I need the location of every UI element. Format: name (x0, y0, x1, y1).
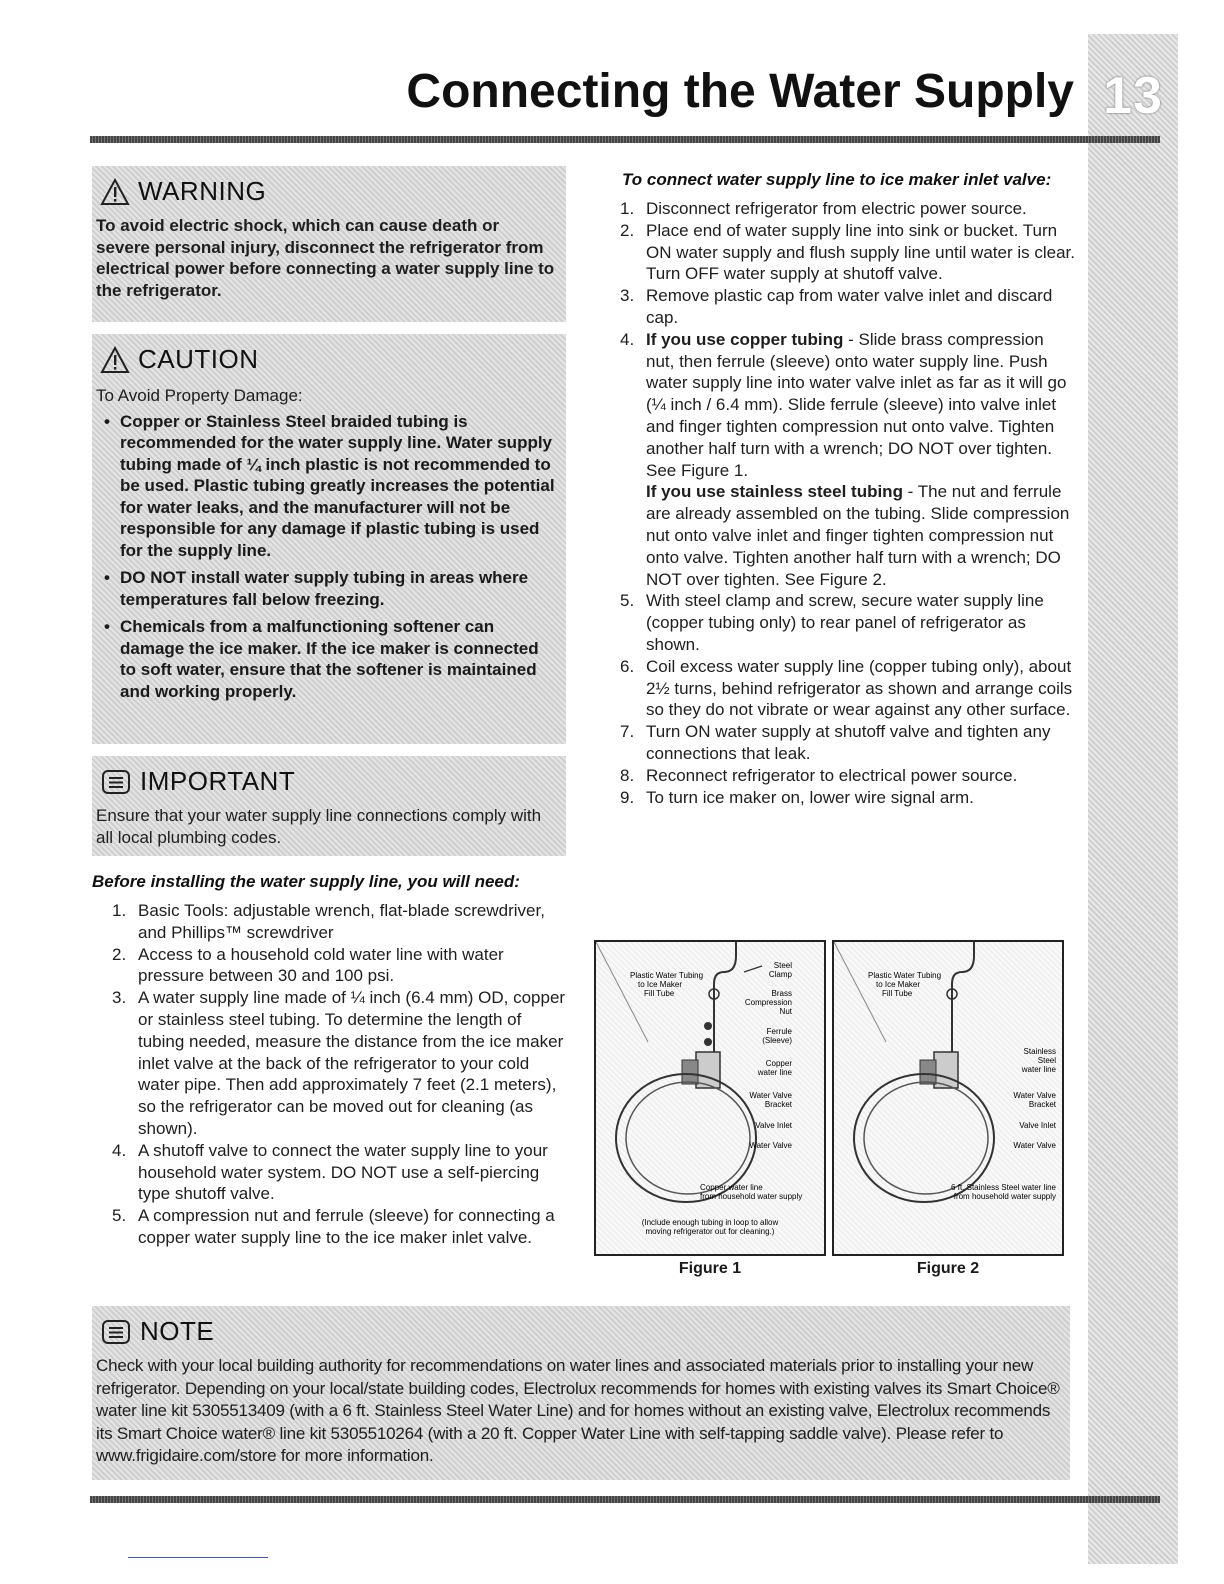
page-tab-bar (1088, 34, 1178, 1564)
warning-text: To avoid electric shock, which can cause death or severe personal injury, disconnect the refrigerator from electrical power before connecting a water supply line to the refrigerator. (96, 216, 555, 300)
fig1-label-nut: Nut (779, 1007, 792, 1016)
fig2-label-bracket: Bracket (1028, 1100, 1056, 1109)
fig2-label-waterline: water line (1021, 1065, 1056, 1074)
header-rule (90, 136, 1160, 143)
note-pad-icon (100, 1318, 132, 1346)
fig1-label-note1: (Include enough tubing in loop to allow (641, 1218, 779, 1227)
important-header (100, 766, 556, 797)
fig1-label-clamp: Clamp (768, 970, 792, 979)
fig2-label-valve: Water Valve (1013, 1141, 1056, 1150)
caution-header (100, 344, 556, 375)
figure-1 (594, 940, 826, 1256)
fig1-label-bracket: Bracket (764, 1100, 792, 1109)
fig1-label-inlet: Valve Inlet (755, 1121, 792, 1130)
caution-triangle-icon (100, 346, 130, 374)
fig2-label-ss1: 6 ft. Stainless Steel water line (951, 1183, 1056, 1192)
fig1-label-plastic1: Plastic Water Tubing (630, 971, 704, 980)
fig1-label-copper: Copper (765, 1059, 792, 1068)
note-label: NOTE (140, 1316, 215, 1346)
fig2-label-steel: Steel (1037, 1056, 1056, 1065)
connect-heading: To connect water supply line to ice maker inlet valve: (622, 170, 1052, 189)
list-item: 5. With steel clamp and screw, secure water supply line (copper tubing only) to rear panel of refrigerator as shown. (620, 591, 1044, 654)
list-item: 2. Access to a household cold water line with water pressure between 30 and 100 psi. (112, 944, 504, 986)
note-pad-icon (100, 768, 132, 796)
fig1-label-cwl2: from household water supply (700, 1192, 803, 1201)
fig2-label-inlet: Valve Inlet (1019, 1121, 1056, 1130)
list-item: 8. Reconnect refrigerator to electrical power source. (620, 765, 1018, 785)
warning-triangle-icon (100, 178, 130, 206)
important-box (92, 756, 566, 856)
fig1-label-steel: Steel (773, 961, 792, 970)
caution-label: CAUTION (138, 344, 259, 374)
fig1-label-note2: moving refrigerator out for cleaning.) (645, 1227, 775, 1236)
fig1-label-cwl1: Copper water line (700, 1183, 763, 1192)
fig1-label-brass: Brass (771, 989, 792, 998)
fig1-label-compression: Compression (744, 998, 792, 1007)
list-item: 2. Place end of water supply line into sink or bucket. Turn ON water supply and flush supply line until water is clear. Turn OFF water supply at shutoff valve. (620, 220, 1075, 284)
before-heading: Before installing the water supply line, you will need: (92, 872, 520, 891)
note-header (100, 1316, 1062, 1347)
fig2-label-plastic1: Plastic Water Tubing (868, 971, 942, 980)
fig1-label-waterline: water line (757, 1068, 792, 1077)
caution-bullet: • DO NOT install water supply tubing in areas where temperatures fall below freezing. (96, 567, 556, 610)
caution-intro: To Avoid Property Damage: (96, 386, 303, 405)
fig1-label-plastic2: to Ice Maker (638, 980, 683, 989)
note-box (92, 1306, 1070, 1480)
note-text: Check with your local building authority for recommendations on water lines and associated materials prior to installing your new refrigerator. Depending on your local/state building codes, Electrolux recommends for homes with existing valves its Smart Choice® water line kit 5305513409 (with a 6 ft. Stainless Steel Water Line) and for homes without an existing valve, Electrolux recommends its Smart Choice water® line kit 5305510264 (with a 20 ft. Copper Water Line with self-tapping saddle valve). Please refer to www.frigidaire.com/store for more information. (96, 1356, 1060, 1465)
warning-box (92, 166, 566, 322)
list-item: 1. Basic Tools: adjustable wrench, flat-blade screwdriver, and Phillips™ screwdriver (112, 901, 545, 942)
figure-1-illustration (596, 942, 824, 1254)
figure-1-caption: Figure 1 (678, 1260, 742, 1277)
page-number: 13 (1103, 67, 1163, 125)
figure-2-illustration (834, 942, 1062, 1254)
fig2-label-plastic3: Fill Tube (882, 989, 913, 998)
important-label: IMPORTANT (140, 766, 296, 796)
caution-bullet: • Copper or Stainless Steel braided tubing is recommended for the water supply line. Water supply tubing made of ¼ inch plastic is not recommended to be used. Plastic tubing greatly increases the potential for water leaks, and the manufacturer will not be responsible for any damage if plastic tubing is used for the supply line. (96, 411, 556, 562)
fig2-label-wv: Water Valve (1013, 1091, 1056, 1100)
caution-bullet: • Chemicals from a malfunctioning softener can damage the ice maker. If the ice maker is connected to soft water, ensure that the softener is maintained and working properly. (96, 616, 556, 702)
footer-mark (128, 1557, 268, 1558)
fig2-label-plastic2: to Ice Maker (876, 980, 921, 989)
fig1-label-ferrule: Ferrule (766, 1027, 792, 1036)
warning-header (100, 176, 556, 207)
list-item: 4. A shutoff valve to connect the water supply line to your household water system. DO NOT use a self-piercing type shutoff valve. (112, 1140, 548, 1204)
figure-2-caption: Figure 2 (916, 1260, 980, 1277)
warning-label: WARNING (138, 176, 267, 206)
fig1-label-sleeve: (Sleeve) (762, 1036, 792, 1045)
important-text: Ensure that your water supply line connections comply with all local plumbing codes. (96, 806, 542, 847)
caution-box (92, 334, 566, 744)
connect-list (616, 198, 1076, 808)
fig2-label-stainless: Stainless (1023, 1047, 1056, 1056)
footer-rule (90, 1496, 1160, 1503)
list-item: 4. If you use copper tubing - Slide brass compression nut, then ferrule (sleeve) onto water supply line. Push water supply line into water valve inlet as far as it will go (¼ inch / 6.4 mm). Slide ferrule (sleeve) into valve inlet and finger tighten compression nut onto valve. Tighten another half turn with a wrench; DO NOT over tighten. See Figure 1. If you use stainless steel tubing - The nut and ferrule are already assembled on the tubing. Slide compression nut onto valve inlet and finger tighten compression nut onto valve. Tighten another half turn with a wrench; DO NOT over tighten. See Figure 2. (620, 329, 1070, 589)
list-item: 5. A compression nut and ferrule (sleeve) for connecting a copper water supply line to the ice maker inlet valve. (112, 1206, 555, 1247)
list-item: 7. Turn ON water supply at shutoff valve and tighten any connections that leak. (620, 722, 1051, 763)
page-title: Connecting the Water Supply (406, 65, 1074, 118)
list-item: 6. Coil excess water supply line (copper tubing only), about 2½ turns, behind refrigerator as shown and arrange coils so they do not vibrate or wear against any other surface. (620, 656, 1073, 720)
list-item: 9. To turn ice maker on, lower wire signal arm. (620, 787, 974, 807)
fig1-label-valve: Water Valve (749, 1141, 792, 1150)
list-item: 3. A water supply line made of ¼ inch (6.4 mm) OD, copper or stainless steel tubing. To determine the length of tubing needed, measure the distance from the ice maker inlet valve at the back of the refrigerator to your cold water pipe. Then add approximately 7 feet (2.1 meters), so the refrigerator can be moved out for cleaning (as shown). (112, 988, 566, 1138)
figure-2 (832, 940, 1064, 1256)
caution-list (96, 411, 556, 703)
fig2-label-ss2: from household water supply (953, 1192, 1056, 1201)
fig1-label-plastic3: Fill Tube (644, 989, 675, 998)
before-list (108, 900, 568, 1249)
fig1-label-wv: Water Valve (749, 1091, 792, 1100)
list-item: 3. Remove plastic cap from water valve inlet and discard cap. (620, 286, 1053, 327)
list-item: 1. Disconnect refrigerator from electric power source. (620, 199, 1027, 218)
